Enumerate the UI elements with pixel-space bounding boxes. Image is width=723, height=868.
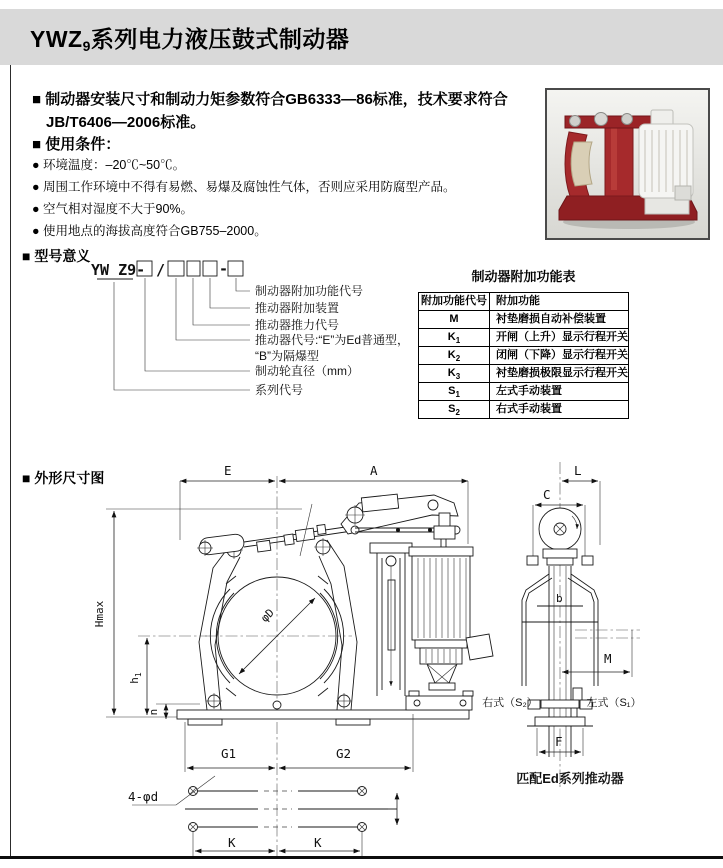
function-table-title: 制动器附加功能表 <box>471 269 576 284</box>
dim-label-g1: G1 <box>221 746 237 761</box>
func-cell: 开闸（上升）显示行程开关 <box>496 331 628 343</box>
dim-label-e: E <box>224 463 232 478</box>
side-view <box>482 462 641 790</box>
standards-line-2: JB/T6406—2006标准。 <box>46 114 206 131</box>
table-row <box>419 346 628 364</box>
bolt-hole-label: 4-φd <box>128 789 159 804</box>
function-table <box>418 266 629 419</box>
title-prefix: YWZ <box>30 26 83 52</box>
code-sub: 2 <box>455 408 460 418</box>
title-subscript: 9 <box>82 38 91 54</box>
brake-photo-illustration <box>547 90 708 238</box>
dim-label-k-right: K <box>314 835 322 850</box>
table-row <box>419 382 628 400</box>
code-cell <box>419 365 490 382</box>
code-sub: 2 <box>455 354 461 364</box>
function-table-grid <box>418 292 629 419</box>
dim-label-m: M <box>604 651 612 666</box>
table-header-row <box>419 293 628 310</box>
table-row <box>419 310 628 328</box>
func-cell: 左式手动装置 <box>496 385 562 397</box>
label-left-manual: 左式（S₁） <box>586 697 642 709</box>
column-header-code: 附加功能代号 <box>419 293 490 310</box>
model-meaning-heading: ■ 型号意义 <box>22 248 91 264</box>
model-code-diagram <box>80 256 450 406</box>
table-row <box>419 328 628 346</box>
code-text: K <box>447 349 456 361</box>
dim-label-h1: $h_1$ <box>128 672 143 684</box>
func-cell: 衬垫磨损自动补偿装置 <box>496 313 606 325</box>
standards-line-1: ■ 制动器安装尺寸和制动力矩参数符合GB6333—86标准，技术要求符合 <box>32 91 508 108</box>
dim-label-b: b <box>556 592 563 605</box>
code-cell <box>419 347 490 364</box>
model-label-series: 系列代号 <box>255 383 304 397</box>
dim-label-l: L <box>574 463 582 478</box>
model-code-prefix: YW Z9- <box>91 261 146 279</box>
code-text: S <box>448 403 456 415</box>
condition-item: ● 使用地点的海拔高度符合GB755–2000。 <box>32 224 267 238</box>
model-label-thruster-a: 推动器代号:“E”为Ed普通型， <box>255 333 410 347</box>
condition-item: ● 周围工作环境中不得有易燃、易爆及腐蚀性气体，否则应采用防腐型产品。 <box>32 180 456 194</box>
dimension-drawing-heading: ■ 外形尺寸图 <box>22 470 105 486</box>
table-row <box>419 400 628 418</box>
model-code-dash: - <box>219 260 229 278</box>
func-cell: 右式手动装置 <box>496 403 562 415</box>
title-rest: 系列电力液压鼓式制动器 <box>90 26 350 52</box>
side-view-caption: 匹配Ed系列推动器 <box>516 771 624 786</box>
page-title <box>30 21 349 54</box>
dim-label-f: F <box>555 734 563 749</box>
dim-label-phi-d: φD <box>258 606 277 625</box>
model-code-slash: / <box>156 261 166 279</box>
code-cell <box>419 383 490 400</box>
column-header-func: 附加功能 <box>496 295 540 307</box>
label-right-manual: 右式（S₂） <box>482 697 538 709</box>
code-text: S <box>448 385 456 397</box>
dim-label-c: C <box>543 487 551 502</box>
product-photo <box>545 88 710 240</box>
dim-label-k-left: K <box>228 835 236 850</box>
dim-label-n: n <box>147 708 160 716</box>
code-text: K <box>447 331 456 343</box>
table-row <box>419 364 628 382</box>
code-sub: 1 <box>455 336 461 346</box>
dim-label-a: A <box>370 463 378 478</box>
code-cell <box>419 401 490 418</box>
model-label-thrust: 推动器推力代号 <box>255 318 340 332</box>
func-cell: 闭闸（下降）显示行程开关 <box>496 349 628 361</box>
code-cell <box>419 329 490 346</box>
code-text: K <box>447 367 456 379</box>
model-label-diameter: 制动轮直径（mm） <box>255 364 359 378</box>
dim-label-g2: G2 <box>336 746 352 761</box>
func-cell: 衬垫磨损极限显示行程开关 <box>496 367 628 379</box>
code-sub: 1 <box>455 390 460 400</box>
dim-label-hmax: Hmax <box>93 600 106 628</box>
model-label-attach: 推动器附加装置 <box>255 301 340 315</box>
model-label-func-code: 制动器附加功能代号 <box>255 284 364 298</box>
condition-item: ● 空气相对湿度不大于90%。 <box>32 202 194 216</box>
code-sub: 3 <box>455 372 461 382</box>
model-label-thruster-b: “B”为隔爆型 <box>255 349 319 363</box>
bottom-view <box>128 776 397 856</box>
condition-item: ● 环境温度：–20℃~50℃。 <box>32 158 186 172</box>
usage-conditions-heading: ■ 使用条件： <box>32 136 121 153</box>
code-cell <box>419 311 490 328</box>
code-text: M <box>449 313 459 325</box>
dimension-drawing <box>0 452 723 864</box>
